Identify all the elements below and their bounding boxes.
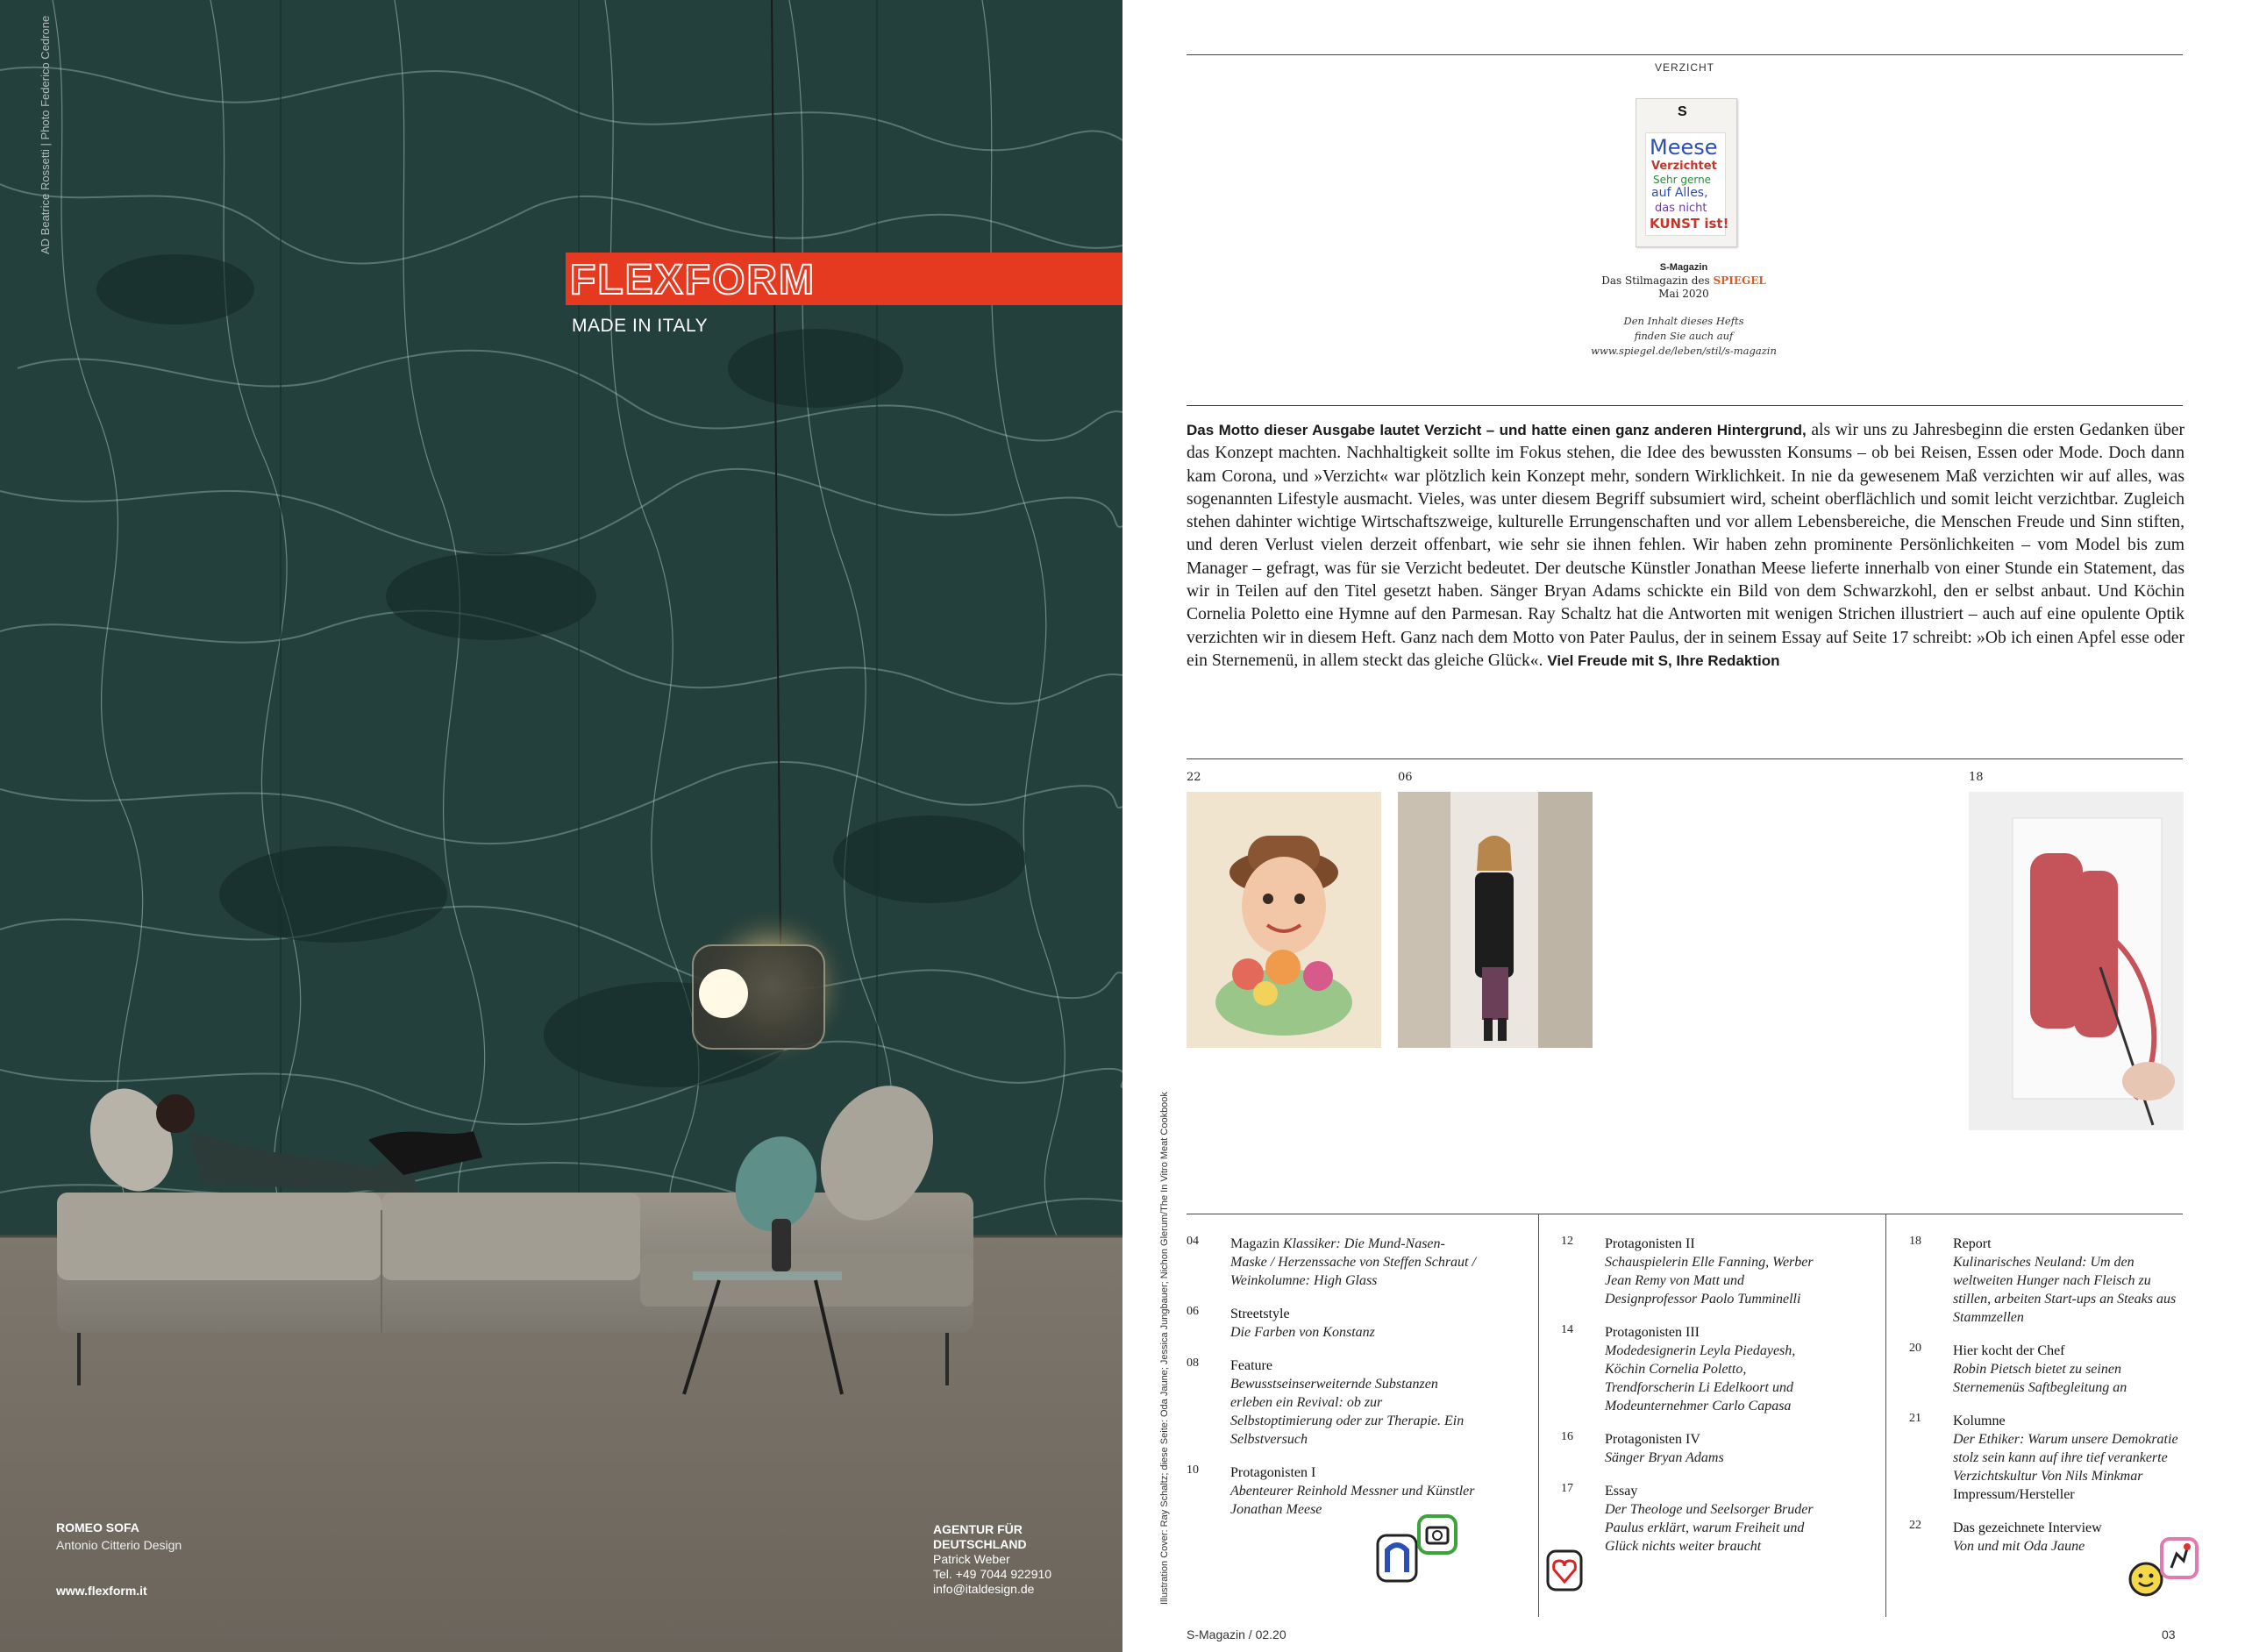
editorial-intro <box>1187 419 2184 673</box>
knitted-meat-photo <box>1969 792 2184 1130</box>
agency-title-2: DEUTSCHLAND <box>933 1537 1027 1551</box>
toc-description: Robin Pietsch bietet zu seinen Sternemenüs Saftbegleitung an <box>1953 1362 2127 1395</box>
toc-column-1 <box>1187 1235 1476 1534</box>
footer-page-number: 03 <box>2162 1627 2176 1641</box>
spiegel-logo: SPIEGEL <box>1713 274 1766 287</box>
toc-entry[interactable] <box>1561 1430 1833 1467</box>
marble-wall-background <box>0 0 1122 1652</box>
agency-block <box>933 1522 1051 1597</box>
section-label: VERZICHT <box>1655 61 1714 74</box>
toc-page-number: 21 <box>1909 1412 1921 1425</box>
magnet-sticker-icon <box>1375 1533 1419 1584</box>
toc-page-number: 14 <box>1561 1323 1573 1336</box>
cover-caption-text: Das Stilmagazin des <box>1601 274 1710 287</box>
cover-line-2: Verzichtet <box>1651 160 1717 173</box>
toc-description: Von und mit Oda Jaune <box>1953 1539 2085 1554</box>
cover-line-1: Meese <box>1650 135 1718 160</box>
toc-entry[interactable] <box>1187 1356 1476 1449</box>
toc-title: Streetstyle <box>1230 1307 1290 1321</box>
intro-body: als wir uns zu Jahresbeginn die ersten Gedanken über das Konzept machten. Nachhaltigkeit sollte im Fokus stehen, die Idee des bewussten Konsums – ob bei Reisen, Essen oder Mode. Doch dann kam Corona, und »Verzicht« war plötzlich kein Konzept mehr, sondern Wirklichkeit. In nie da gewesenem Maß verzichten wir auf alles, was sogenannten Lifestyle ausmacht. Vieles, was unter diesem Begriff subsumiert wird, scheint oberflächlich und somit leicht verzichtbar. Zugleich stehen dahinter wichtige Wirtschaftszweige, kulturelle Errungenschaften und vor allem Lebensbereiche, die Menschen Freude und Sinn stiften, und deren Verlust vielen derzeit offenbart, wie sehr sie ihnen fehlen. Wir haben zehn prominente Persönlichkeiten – vom Model bis zum Manager – gefragt, was für sie Verzicht bedeutet. Der deutsche Künstler Jonathan Meese lieferte innerhalb von einer Stunde ein Statement, das wir in Teilen auf den Titel gesetzt haben. Sänger Bryan Adams schickte ein Bild von dem Schwarzkohl, den er selbst anbaut. Und Köchin Cornelia Poletto eine Hymne auf den Parmesan. Ray Schaltz hat die Antworten mit wenigen Strichen illustriert – auch auf eine opulente Optik verzichten wir in diesem Heft. Ganz nach dem Motto von Pater Paulus, der in seinem Essay auf Seite 17 schreibt: »Ob ich einen Apfel esse oder ein Sternemenü, in allem steckt das gleiche Glück«. <box>1187 421 2184 670</box>
brand-tagline: MADE IN ITALY <box>572 316 709 336</box>
toc-page-number: 18 <box>1909 1235 1921 1248</box>
cover-caption-title: S-Magazin <box>1659 262 1708 273</box>
toc-title: Protagonisten II <box>1605 1236 1695 1251</box>
toc-title: Hier kocht der Chef <box>1953 1343 2065 1358</box>
toc-description: Bewusstseinserweiternde Substanzen erleben ein Revival: ob zur Selbstoptimierung oder zur Therapie. Ein Selbstversuch <box>1230 1377 1465 1447</box>
intro-top-rule <box>1187 405 2183 406</box>
cover-web-note <box>1517 314 1850 359</box>
thumb-knitted-meat-photo[interactable] <box>1969 792 2184 1130</box>
cover-note-line-2: finden Sie auch auf <box>1634 330 1734 342</box>
toc-entry[interactable] <box>1187 1463 1476 1519</box>
toc-entry[interactable] <box>1909 1342 2181 1397</box>
toc-description: Schauspielerin Elle Fanning, Werber Jean Remy von Matt und Designprofessor Paolo Tumminelli <box>1605 1255 1814 1307</box>
toc-description: Der Theologe und Seelsorger Bruder Paulus erklärt, warum Freiheit und Glück nichts weiter braucht <box>1605 1502 1814 1554</box>
toc-page-number: 16 <box>1561 1430 1573 1443</box>
brand-logo: FLEXFORM <box>570 257 816 303</box>
top-rule <box>1187 54 2183 55</box>
toc-entry[interactable] <box>1909 1412 2181 1504</box>
girl-portrait-illustration <box>1187 792 1381 1048</box>
toc-description: Modedesignerin Leyla Piedayesh, Köchin Cornelia Poletto, Trendforscherin Li Edelkoort und Modeunternehmer Carlo Capasa <box>1605 1343 1796 1413</box>
toc-title: Kolumne <box>1953 1413 2006 1428</box>
toc-page-number: 12 <box>1561 1235 1573 1248</box>
toc-page-number: 10 <box>1187 1463 1199 1477</box>
cover-caption <box>1517 261 1850 301</box>
intro-lead: Das Motto dieser Ausgabe lautet Verzicht – und hatte einen ganz anderen Hintergrund, <box>1187 422 1807 438</box>
toc-page-number: 22 <box>1909 1519 1921 1532</box>
toc-divider-1 <box>1538 1214 1539 1617</box>
toc-description: Der Ethiker: Warum unsere Demokratie stolz sein kann auf ihre tief verankerte Verzichtskultur Von Nils Minkmar <box>1953 1432 2178 1484</box>
product-designer: Antonio Citterio Design <box>56 1538 182 1552</box>
toc-entry[interactable] <box>1909 1519 2181 1556</box>
images-top-rule <box>1187 758 2183 759</box>
agency-phone: Tel. +49 7044 922910 <box>933 1567 1052 1581</box>
woman-standing-photo <box>1398 792 1593 1048</box>
website-link[interactable]: www.flexform.it <box>56 1584 147 1598</box>
toc-title: Protagonisten IV <box>1605 1432 1700 1447</box>
agency-name: Patrick Weber <box>933 1552 1010 1566</box>
cover-line-5: das nicht <box>1655 202 1707 215</box>
thumb-number: 22 <box>1187 771 1201 784</box>
toc-description: Die Farben von Konstanz <box>1230 1325 1375 1340</box>
toc-description: Kulinarisches Neuland: Um den weltweiten Hunger nach Fleisch zu stillen, arbeiten Start-ups an Steaks aus Stammzellen <box>1953 1255 2177 1325</box>
cover-logo: S <box>1678 104 1687 119</box>
thumb-illustration-girl[interactable] <box>1187 792 1381 1048</box>
photo-credit: AD Beatrice Rossetti | Photo Federico Cedrone <box>39 15 52 254</box>
toc-page-number: 06 <box>1187 1305 1199 1318</box>
toc-entry[interactable] <box>1909 1235 2181 1327</box>
toc-title: Essay <box>1605 1484 1638 1499</box>
toc-page-number: 04 <box>1187 1235 1199 1248</box>
toc-imprint: Impressum/Hersteller <box>1953 1487 2075 1502</box>
toc-description: Sänger Bryan Adams <box>1605 1450 1724 1465</box>
editorial-page <box>1122 0 2245 1652</box>
cover-line-4: auf Alles, <box>1651 186 1708 200</box>
toc-page-number: 17 <box>1561 1482 1573 1495</box>
thumb-number: 18 <box>1969 771 1984 784</box>
cover-note-url[interactable]: www.spiegel.de/leben/stil/s-magazin <box>1591 345 1777 357</box>
camera-sticker-icon <box>1416 1513 1458 1556</box>
toc-title: Das gezeichnete Interview <box>1953 1520 2102 1535</box>
thumb-streetstyle-photo[interactable] <box>1398 792 1593 1048</box>
toc-page-number: 20 <box>1909 1342 1921 1355</box>
agency-email[interactable]: info@italdesign.de <box>933 1582 1035 1596</box>
intro-signoff: Viel Freude mit S, Ihre Redaktion <box>1547 652 1780 669</box>
toc-divider-2 <box>1885 1214 1886 1617</box>
toc-description: Abenteurer Reinhold Messner und Künstler Jonathan Meese <box>1230 1484 1475 1517</box>
toc-entry[interactable] <box>1561 1323 1833 1415</box>
figure-sticker-icon <box>2159 1536 2199 1580</box>
footer-issue: S-Magazin / 02.20 <box>1187 1627 1286 1641</box>
cover-note-line-1: Den Inhalt dieses Hefts <box>1623 315 1744 327</box>
toc-title: Magazin <box>1230 1236 1279 1251</box>
agency-title-1: AGENTUR FÜR <box>933 1522 1023 1536</box>
toc-column-2 <box>1561 1235 1833 1570</box>
toc-title: Protagonisten III <box>1605 1325 1700 1340</box>
cover-caption-date: Mai 2020 <box>1658 288 1709 300</box>
toc-entry[interactable] <box>1187 1305 1476 1342</box>
cover-line-6: KUNST ist! <box>1650 216 1729 231</box>
toc-description: Klassiker: Die Mund-Nasen-Maske / Herzenssache von Steffen Schraut / Weinkolumne: High Glass <box>1230 1236 1476 1288</box>
toc-title: Protagonisten I <box>1230 1465 1316 1480</box>
toc-page-number: 08 <box>1187 1356 1199 1370</box>
toc-title: Feature <box>1230 1358 1272 1373</box>
thumb-number: 06 <box>1398 771 1413 784</box>
toc-entry[interactable] <box>1187 1235 1476 1290</box>
illustration-credit: Illustration Cover: Ray Schaltz; diese Seite: Oda Jaune; Jessica Jungbauer; Nichon Glerum/The In Vitro Meat Cookbook <box>1159 1092 1170 1605</box>
magazine-cover <box>1636 98 1737 247</box>
toc-entry[interactable] <box>1561 1235 1833 1308</box>
toc-title: Report <box>1953 1236 1992 1251</box>
cover-line-3: Sehr gerne <box>1653 174 1712 186</box>
toc-column-3 <box>1909 1235 2181 1570</box>
toc-entry[interactable] <box>1561 1482 1833 1556</box>
product-title: ROMEO SOFA <box>56 1520 139 1535</box>
cover-note <box>1645 132 1729 236</box>
heart-sticker-icon <box>1545 1549 1584 1592</box>
flexform-advertisement <box>0 0 1122 1652</box>
